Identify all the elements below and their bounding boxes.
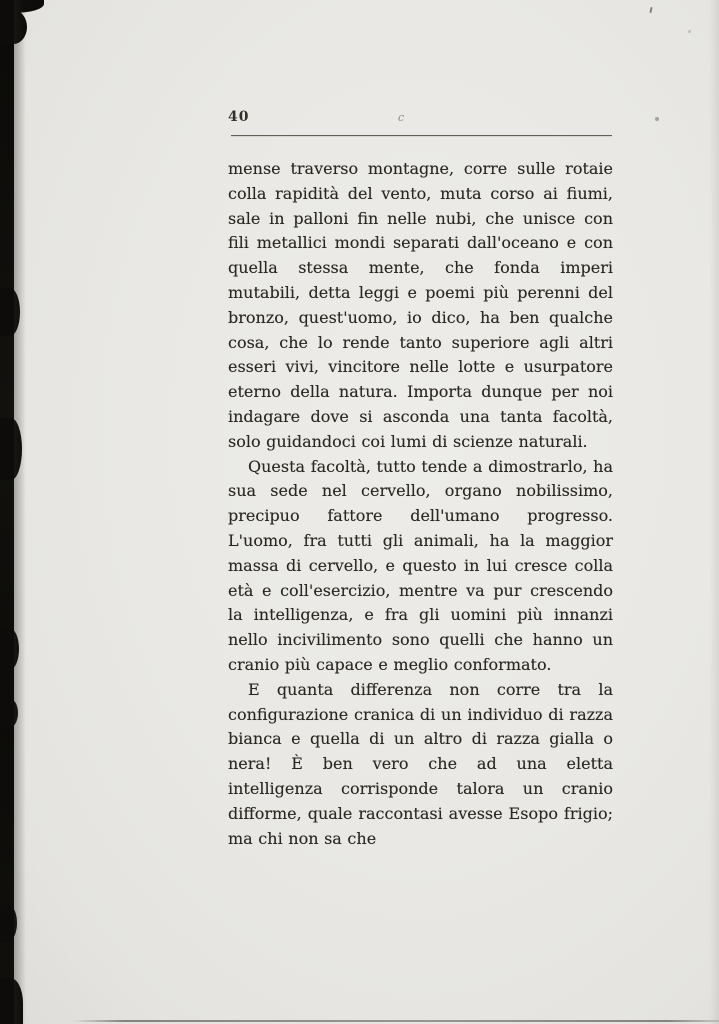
binding-mark xyxy=(0,418,22,480)
binding-mark xyxy=(0,698,18,728)
header-rule xyxy=(231,135,612,136)
scan-speck xyxy=(688,30,691,33)
right-edge-shade xyxy=(709,0,719,1024)
binding-mark xyxy=(0,10,27,44)
binding-mark xyxy=(0,288,20,336)
binding-edge xyxy=(0,0,14,1024)
binding-mark xyxy=(0,978,23,1024)
body-text xyxy=(228,157,613,851)
page-number: 40 xyxy=(228,109,250,125)
scan-speck xyxy=(649,7,652,13)
binding-mark xyxy=(0,628,19,670)
bottom-scan-line xyxy=(72,1020,719,1022)
scan-speck xyxy=(655,117,659,121)
paragraph: Questa facoltà, tutto tende a dimostrarlo, ha sua sede nel cervello, organo nobilissimo, precipuo fattore dell'umano progresso. L'uomo, fra tutti gli animali, ha la maggior massa di cervello, e questo in lui cresce colla età e coll'esercizio, mentre va pur crescendo la intelligenza, e fra gli uomini più innanzi nello incivilimento sono quelli che hanno un cranio più capace e meglio conformato. xyxy=(228,456,613,674)
paragraph: E quanta differenza non corre tra la configurazione cranica di un individuo di razza bianca e quella di un altro di razza gialla o nera! È ben vero che ad una eletta intelligenza corrisponde talora un cranio difforme, quale raccontasi avesse Esopo frigio; ma chi non sa che xyxy=(228,679,613,848)
binding-mark xyxy=(0,905,17,941)
paragraph-continued: mense traverso montagne, corre sulle rotaie colla rapidità del vento, muta corso ai fiumi, sale in palloni fin nelle nubi, che unisce con fili metallici mondi separati dall'oceano e con quella stessa mente, che fonda imperi mutabili, detta leggi e poemi più perenni del bronzo, quest'uomo, io dico, ha ben qualche cosa, che lo rende tanto superiore agli altri esseri vivi, vincitore nelle lotte e usurpatore eterno della natura. Importa dunque per noi indagare dove si asconda una tanta facoltà, solo guidandoci coi lumi di scienze naturali. xyxy=(228,159,613,451)
print-artifact: c xyxy=(398,111,405,124)
